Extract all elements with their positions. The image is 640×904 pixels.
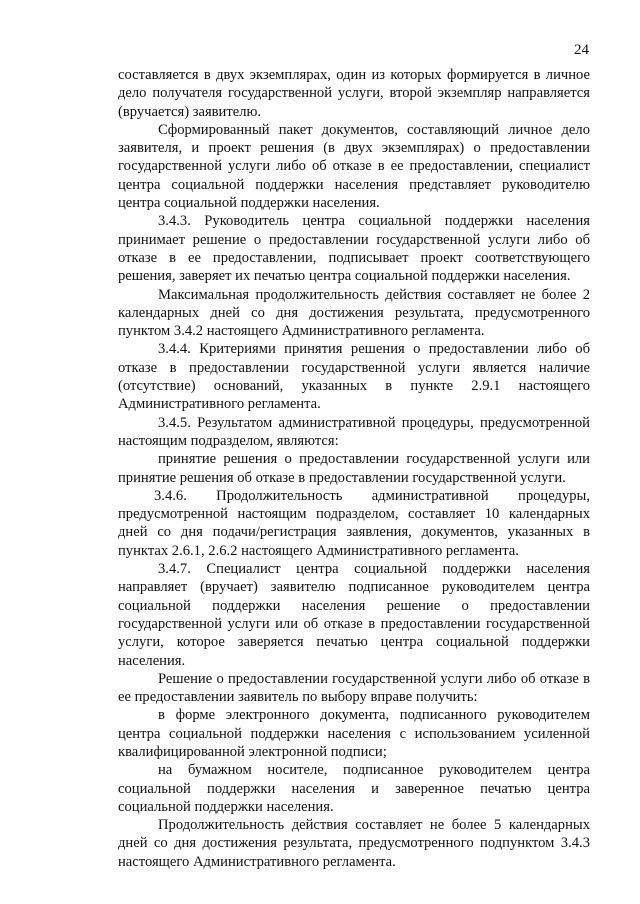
paragraph-document-package: Сформированный пакет документов, составляющий личное дело заявителя, и проект решения (в двух экземплярах) о предоставлении государственной услуги либо об отказе в ее предоставлении, специалист центра социальной поддержки населения представляет руководителю центра социальной поддержки населения. [118,121,590,212]
page-number: 24 [574,42,589,58]
paragraph-electronic-form: в форме электронного документа, подписанного руководителем центра социальной поддержки населения с использованием усиленной квалифицированной электронной подписи; [118,707,590,760]
paragraph-3-4-3: 3.4.3. Руководитель центра социальной поддержки населения принимает решение о предоставлении государственной услуги либо об отказе в ее предоставлении, подписывает проект соответствующего решения, заверяет их печатью центра социальной поддержки населения. [118,213,590,285]
paragraph-paper-form: на бумажном носителе, подписанное руководителем центра социальной поддержки населения и заверенное печатью центра социальной поддержки населения. [118,762,590,815]
paragraph-final-duration: Продолжительность действия составляет не более 5 календарных дней со дня достижения результата, предусмотренного подпунктом 3.4.3 настоящего Административного регламента. [118,817,590,870]
paragraph-decision-result: принятие решения о предоставлении государственной услуги или принятие решения об отказе в предоставлении государственной услуги. [118,451,590,486]
paragraph-decision-receipt: Решение о предоставлении государственной услуги либо об отказе в ее предоставлении заявитель по выбору вправе получить: [118,670,590,706]
document-body [118,66,590,871]
paragraph-3-4-4: 3.4.4. Критериями принятия решения о предоставлении либо об отказе в предоставлении государственной услуги является наличие (отсутствие) оснований, указанных в пункте 2.9.1 настоящего Административного регламента. [118,341,590,413]
paragraph-3-4-7: 3.4.7. Специалист центра социальной поддержки населения направляет (вручает) заявителю подписанное руководителем центра социальной поддержки населения решение о предоставлении государственной услуги или об отказе в предоставлении государственной услуги, которое заверяется печатью центра социальной поддержки населения. [118,561,590,669]
paragraph-max-duration: Максимальная продолжительность действия составляет не более 2 календарных дней со дня достижения результата, предусмотренного пунктом 3.4.2 настоящего Административного регламента. [118,286,590,340]
paragraph-copies-distribution: составляется в двух экземплярах, один из которых формируется в личное дело получателя государственной услуги, второй экземпляр направляется (вручается) заявителю. [118,67,590,120]
paragraph-3-4-5: 3.4.5. Результатом административной процедуры, предусмотренной настоящим подразделом, являются: [118,414,590,449]
paragraph-3-4-6: 3.4.6. Продолжительность административной процедуры, предусмотренной настоящим подразделом, составляет 10 календарных дней со дня подачи/регистрация заявления, документов, указанных в пунктах 2.6.1, 2.6.2 настоящего Административного регламента. [118,487,590,559]
